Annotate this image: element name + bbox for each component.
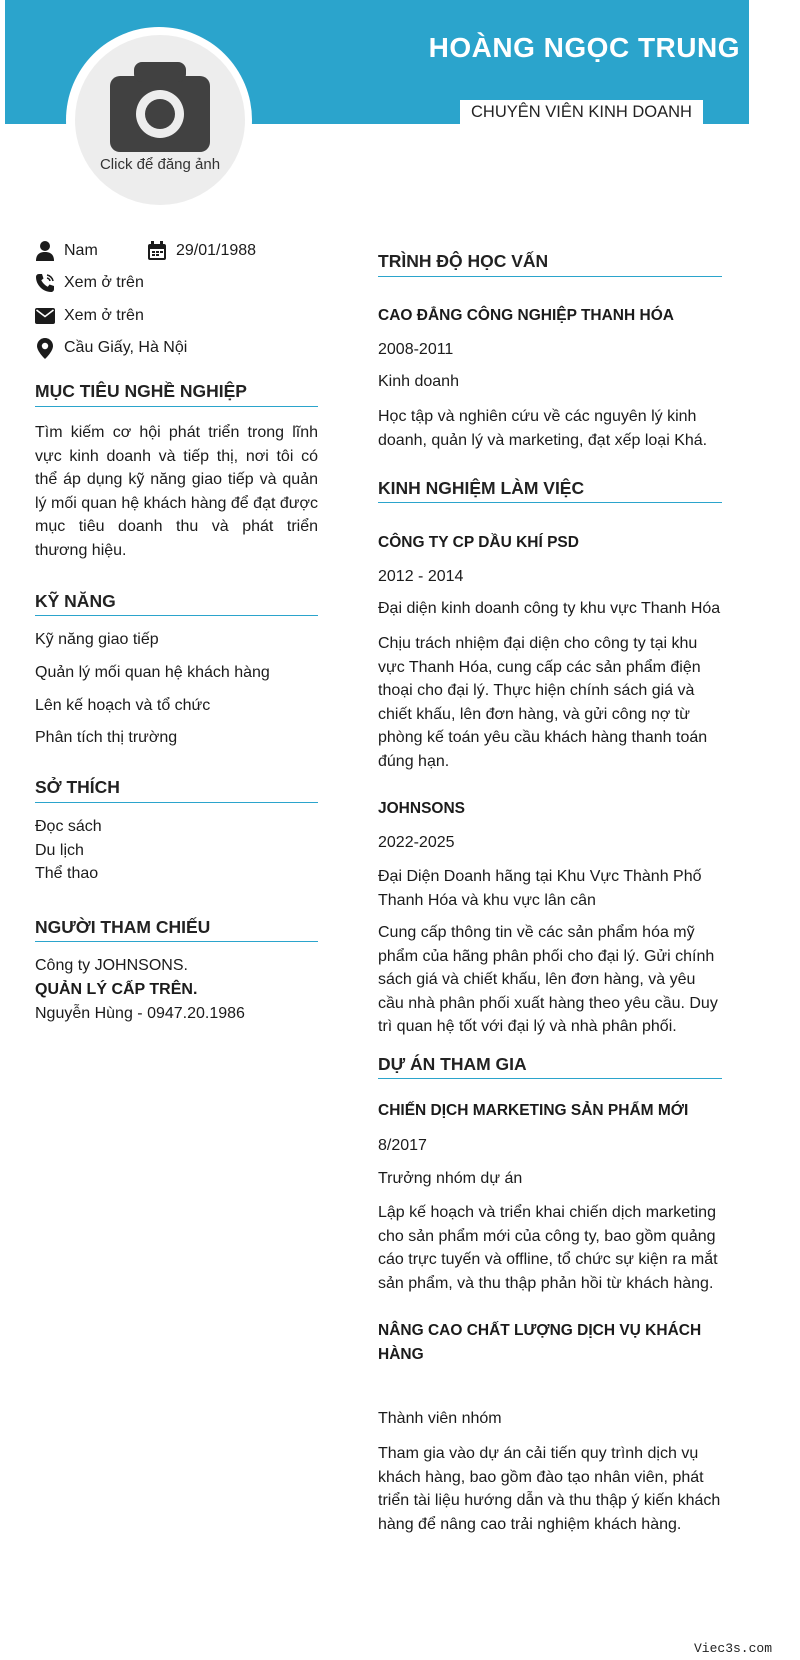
project-role: Thành viên nhóm xyxy=(378,1410,502,1427)
address-value: Cầu Giấy, Hà Nội xyxy=(64,339,188,356)
reference-position: QUẢN LÝ CẤP TRÊN. xyxy=(35,981,198,998)
hobbies-divider xyxy=(35,802,318,803)
gender-value: Nam xyxy=(64,242,98,259)
education-major: Kinh doanh xyxy=(378,373,459,390)
reference-company: Công ty JOHNSONS. xyxy=(35,957,188,974)
location-pin-icon xyxy=(35,338,55,358)
project-name: NÂNG CAO CHẤT LƯỢNG DỊCH VỤ KHÁCH HÀNG xyxy=(378,1322,702,1363)
job-role: Đại Diện Doanh hãng tại Khu Vực Thành Phố Thanh Hóa và khu vực lân cân xyxy=(378,868,702,909)
objective-title: MỤC TIÊU NGHỀ NGHIỆP xyxy=(35,381,247,401)
birthday-row xyxy=(147,241,256,261)
job-period: 2012 - 2014 xyxy=(378,568,464,585)
job-company: JOHNSONS xyxy=(378,800,465,817)
job-period: 2022-2025 xyxy=(378,834,455,851)
job-desc: Chịu trách nhiệm đại diện cho công ty tại khu vực Thanh Hóa, cung cấp các sản phẩm điện thoại cho đại lý. Thực hiện chính sách giá và chiết khấu, lên đơn hàng, và gửi công nợ từ phòng kế toán yêu cầu khách hàng thanh toán đúng hạn. xyxy=(378,635,708,770)
skill-item: Lên kế hoạch và tổ chức xyxy=(35,697,211,714)
experience-divider xyxy=(378,502,722,503)
address-row xyxy=(35,338,187,358)
education-period: 2008-2011 xyxy=(378,341,454,358)
objective-text: Tìm kiếm cơ hội phát triển trong lĩnh vực kinh doanh và tiếp thị, nơi tôi có thể áp dụng kỹ năng giao tiếp và quản lý mối quan hệ khách hàng để đạt được mục tiêu doanh thu và phát triển thương hiệu. xyxy=(35,424,318,559)
gender-row xyxy=(35,241,98,261)
projects-title: DỰ ÁN THAM GIA xyxy=(378,1054,527,1074)
references-title: NGƯỜI THAM CHIẾU xyxy=(35,917,211,937)
experience-title: KINH NGHIỆM LÀM VIỆC xyxy=(378,478,585,498)
calendar-icon xyxy=(147,241,167,261)
phone-value: Xem ở trên xyxy=(64,274,144,291)
phone-icon xyxy=(35,273,55,293)
email-row xyxy=(35,306,144,326)
project-role: Trưởng nhóm dự án xyxy=(378,1170,523,1187)
job-role: Đại diện kinh doanh công ty khu vực Thanh Hóa xyxy=(378,600,721,617)
hobby-item: Thể thao xyxy=(35,865,99,882)
candidate-name: HOÀNG NGỌC TRUNG xyxy=(428,32,740,63)
project-desc: Tham gia vào dự án cải tiến quy trình dịch vụ khách hàng, bao gồm đào tạo nhân viên, phát triển tài liệu hướng dẫn và thu thập ý kiến khách hàng để nâng cao trải nghiệm khách hàng. xyxy=(378,1445,721,1533)
education-title: TRÌNH ĐỘ HỌC VẤN xyxy=(378,251,549,271)
project-period: 8/2017 xyxy=(378,1137,427,1154)
avatar-upload[interactable] xyxy=(75,35,245,205)
skills-divider xyxy=(35,615,318,616)
camera-icon xyxy=(110,62,210,152)
envelope-icon xyxy=(35,306,55,326)
reference-contact: Nguyễn Hùng - 0947.20.1986 xyxy=(35,1005,245,1022)
job-title: CHUYÊN VIÊN KINH DOANH xyxy=(460,100,703,124)
education-divider xyxy=(378,276,722,277)
education-school: CAO ĐẲNG CÔNG NGHIỆP THANH HÓA xyxy=(378,307,674,324)
skill-item: Quản lý mối quan hệ khách hàng xyxy=(35,664,270,681)
hobby-item: Đọc sách xyxy=(35,818,102,835)
person-icon xyxy=(35,241,55,261)
objective-divider xyxy=(35,406,318,407)
skill-item: Kỹ năng giao tiếp xyxy=(35,631,159,648)
job-company: CÔNG TY CP DẦU KHÍ PSD xyxy=(378,534,579,551)
references-divider xyxy=(35,941,318,942)
projects-divider xyxy=(378,1078,722,1079)
job-desc: Cung cấp thông tin về các sản phẩm hóa mỹ phẩm của hãng phân phối cho đại lý. Gửi chính sách giá và chiết khấu, lên đơn hàng, và yêu cầu nhà phân phối xuất hàng theo yêu cầu. Duy trì quan hệ tốt với đại lý và nhà phân phối. xyxy=(378,924,718,1035)
avatar-label[interactable]: Click để đăng ảnh xyxy=(99,156,221,173)
hobbies-title: SỞ THÍCH xyxy=(35,777,120,797)
phone-row xyxy=(35,273,144,293)
education-desc: Học tập và nghiên cứu về các nguyên lý kinh doanh, quản lý và marketing, đạt xếp loại Khá. xyxy=(378,408,708,449)
project-name: CHIẾN DỊCH MARKETING SẢN PHẨM MỚI xyxy=(378,1102,689,1119)
email-value: Xem ở trên xyxy=(64,307,144,324)
skills-title: KỸ NĂNG xyxy=(35,591,116,611)
watermark: Viec3s.com xyxy=(693,1641,772,1656)
skill-item: Phân tích thị trường xyxy=(35,729,178,746)
project-desc: Lập kế hoạch và triển khai chiến dịch marketing cho sản phẩm mới của công ty, bao gồm quảng cáo trực tuyến và offline, tổ chức sự kiện ra mắt sản phẩm, và thu thập phản hồi từ khách hàng. xyxy=(378,1204,718,1292)
birthday-value: 29/01/1988 xyxy=(176,242,257,259)
hobby-item: Du lịch xyxy=(35,842,84,859)
